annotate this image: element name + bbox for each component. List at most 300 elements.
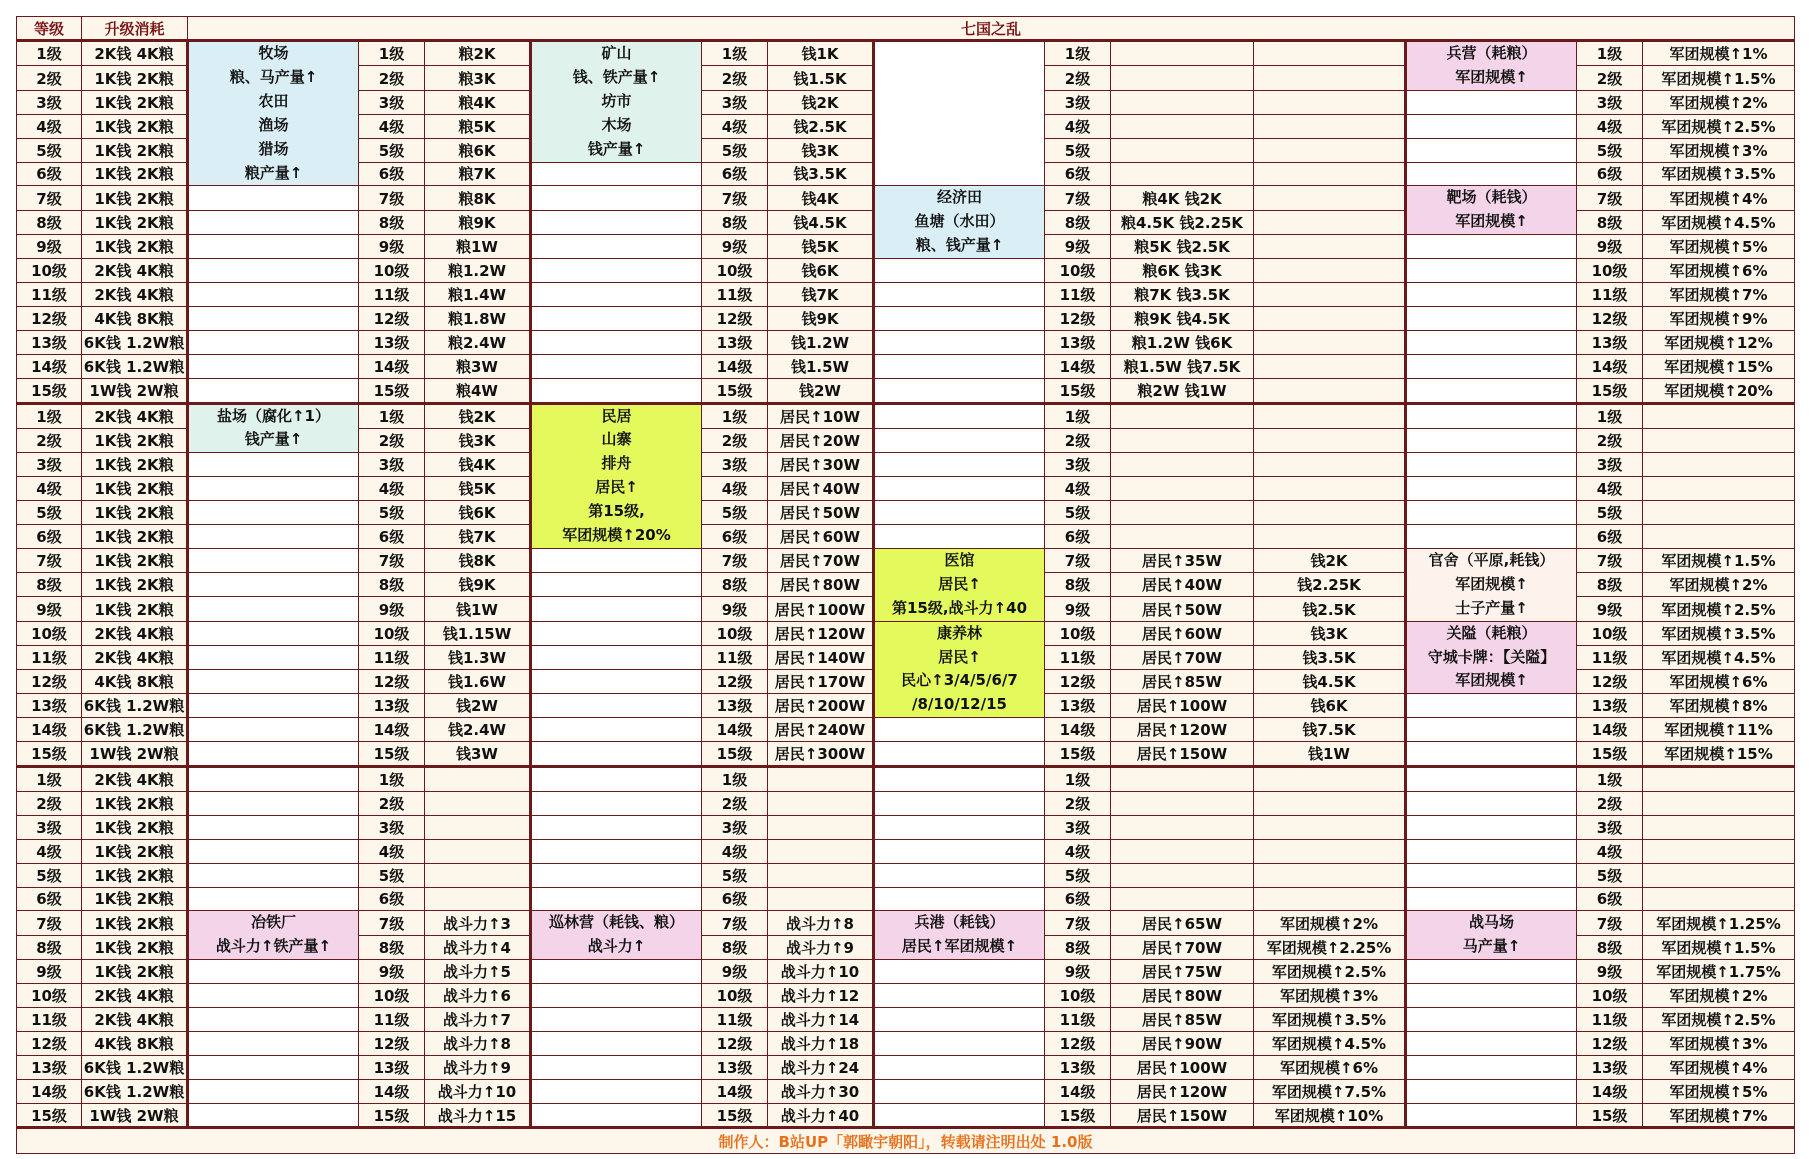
level-cell: 3级	[17, 90, 82, 114]
panel-level-cell: 11级	[359, 1008, 425, 1032]
panel-level-cell: 14级	[1577, 1079, 1643, 1103]
building-label-line: 农田	[258, 91, 289, 110]
empty-label-cell	[874, 815, 1045, 839]
level-cell: 6级	[17, 524, 82, 548]
level-cell: 1级	[17, 767, 82, 792]
effect-cell: 军团规模↑1%	[1643, 41, 1795, 66]
level-cell: 4级	[17, 114, 82, 138]
empty-label-cell	[531, 259, 702, 283]
panel-level-cell: 7级	[1045, 911, 1111, 935]
effect-cell: 居民↑140W	[768, 645, 874, 669]
panel-level-cell: 10级	[1577, 621, 1643, 645]
empty-label-cell	[188, 718, 359, 742]
cost-cell: 6K钱 1.2W粮	[82, 354, 188, 378]
level-cell: 15级	[17, 742, 82, 767]
cost-cell: 2K钱 4K粮	[82, 259, 188, 283]
empty-label-cell	[1406, 90, 1577, 114]
effect-cell: 钱3.5K	[1254, 645, 1406, 669]
effect-cell: 战斗力↑6	[425, 984, 531, 1008]
effect-cell: 钱2K	[768, 90, 874, 114]
empty-label-cell	[531, 742, 702, 767]
empty-label-cell	[188, 670, 359, 694]
empty-label-cell	[188, 259, 359, 283]
effect-cell: 战斗力↑40	[768, 1103, 874, 1128]
panel-level-cell: 12级	[1045, 1031, 1111, 1055]
effect-cell: 居民↑20W	[768, 428, 874, 452]
cost-cell: 1K钱 2K粮	[82, 235, 188, 259]
panel-level-cell: 12级	[1045, 306, 1111, 330]
table-row	[17, 887, 1795, 911]
effect-cell: 粮1W	[425, 235, 531, 259]
effect-cell: 粮2.4W	[425, 330, 531, 354]
empty-label-cell	[1406, 791, 1577, 815]
building-label-line: 医馆	[944, 550, 975, 569]
effect-cell: 钱4K	[425, 453, 531, 477]
empty-label-cell	[531, 984, 702, 1008]
building-label	[188, 403, 359, 453]
panel-level-cell: 2级	[359, 428, 425, 452]
panel-level-cell: 2级	[702, 66, 768, 90]
empty-label-cell	[188, 1031, 359, 1055]
effect-cell	[1254, 283, 1406, 307]
panel-level-cell: 7级	[1577, 548, 1643, 572]
panel-level-cell: 10级	[1045, 984, 1111, 1008]
effect-cell: 钱8K	[425, 548, 531, 572]
panel-level-cell: 12级	[702, 306, 768, 330]
panel-level-cell: 7级	[1577, 186, 1643, 210]
effect-cell: 钱1K	[768, 41, 874, 66]
panel-level-cell: 6级	[359, 162, 425, 186]
panel-level-cell: 14级	[1577, 718, 1643, 742]
panel-level-cell: 7级	[1577, 911, 1643, 935]
empty-label-cell	[188, 984, 359, 1008]
empty-label-cell	[531, 767, 702, 792]
empty-label-cell	[874, 887, 1045, 911]
empty-label-cell	[531, 573, 702, 597]
empty-label-cell	[531, 645, 702, 669]
effect-cell: 粮5K 钱2.5K	[1111, 235, 1254, 259]
panel-level-cell: 8级	[1045, 573, 1111, 597]
panel-level-cell: 15级	[702, 378, 768, 403]
panel-level-cell: 1级	[702, 403, 768, 428]
level-cell: 3级	[17, 453, 82, 477]
panel-level-cell: 1级	[359, 41, 425, 66]
effect-cell: 军团规模↑20%	[1643, 378, 1795, 403]
building-label-line: 居民↑	[938, 647, 981, 666]
level-cell: 12级	[17, 670, 82, 694]
level-cell: 8级	[17, 573, 82, 597]
building-label-line: 军团规模↑	[1455, 574, 1528, 593]
empty-label-cell	[874, 354, 1045, 378]
panel-level-cell: 9级	[702, 597, 768, 621]
empty-label-cell	[188, 1008, 359, 1032]
panel-level-cell: 1级	[1045, 41, 1111, 66]
effect-cell: 军团规模↑2.5%	[1254, 960, 1406, 984]
level-cell: 3级	[17, 815, 82, 839]
panel-level-cell: 5级	[359, 138, 425, 162]
panel-level-cell: 6级	[1577, 524, 1643, 548]
cost-cell: 1K钱 2K粮	[82, 66, 188, 90]
effect-cell	[1643, 839, 1795, 863]
panel-level-cell: 15级	[359, 378, 425, 403]
effect-cell	[1254, 767, 1406, 792]
empty-label-cell	[188, 548, 359, 572]
header-row	[17, 17, 1795, 41]
effect-cell: 军团规模↑3.5%	[1643, 162, 1795, 186]
building-label	[874, 186, 1045, 259]
panel-level-cell: 15级	[702, 742, 768, 767]
effect-cell: 居民↑240W	[768, 718, 874, 742]
effect-cell	[1254, 354, 1406, 378]
level-cell: 10级	[17, 621, 82, 645]
panel-level-cell: 12级	[1045, 670, 1111, 694]
effect-cell: 战斗力↑5	[425, 960, 531, 984]
effect-cell	[768, 887, 874, 911]
panel-level-cell: 10级	[359, 259, 425, 283]
level-cell: 10级	[17, 259, 82, 283]
building-label	[874, 41, 1045, 186]
empty-label-cell	[531, 1008, 702, 1032]
effect-cell: 居民↑90W	[1111, 1031, 1254, 1055]
panel-level-cell: 10级	[1577, 259, 1643, 283]
panel-level-cell: 13级	[359, 694, 425, 718]
building-label-line: 第15级,	[588, 502, 645, 521]
building-label-line: 战斗力↑	[587, 937, 646, 956]
panel-level-cell: 2级	[702, 791, 768, 815]
cost-cell: 1W钱 2W粮	[82, 742, 188, 767]
effect-cell: 军团规模↑4%	[1643, 186, 1795, 210]
effect-cell: 居民↑85W	[1111, 1008, 1254, 1032]
cost-cell: 1K钱 2K粮	[82, 863, 188, 887]
panel-level-cell: 7级	[702, 186, 768, 210]
table-row	[17, 41, 1795, 66]
cost-cell: 1K钱 2K粮	[82, 839, 188, 863]
effect-cell: 军团规模↑2%	[1643, 573, 1795, 597]
empty-label-cell	[188, 524, 359, 548]
panel-level-cell: 6级	[1045, 524, 1111, 548]
building-label-line: 坊市	[601, 91, 632, 110]
empty-label-cell	[874, 378, 1045, 403]
panel-level-cell: 7级	[359, 186, 425, 210]
panel-level-cell: 13级	[702, 330, 768, 354]
effect-cell: 钱7.5K	[1254, 718, 1406, 742]
panel-level-cell: 5级	[1045, 863, 1111, 887]
panel-level-cell: 5级	[1045, 138, 1111, 162]
building-label-line: 盐场（腐化↑1）	[216, 406, 330, 425]
table-body	[17, 17, 1795, 1154]
panel-level-cell: 1级	[359, 403, 425, 428]
effect-cell: 钱2.25K	[1254, 573, 1406, 597]
empty-label-cell	[188, 501, 359, 525]
building-label-line: 钱、铁产量↑	[572, 67, 661, 86]
effect-cell: 军团规模↑4.5%	[1643, 645, 1795, 669]
panel-level-cell: 11级	[359, 645, 425, 669]
level-cell: 7级	[17, 186, 82, 210]
effect-cell	[1111, 767, 1254, 792]
effect-cell: 战斗力↑10	[425, 1079, 531, 1103]
effect-cell: 居民↑35W	[1111, 548, 1254, 572]
panel-level-cell: 4级	[1577, 477, 1643, 501]
effect-cell: 居民↑150W	[1111, 1103, 1254, 1128]
empty-label-cell	[188, 694, 359, 718]
panel-level-cell: 14级	[702, 1079, 768, 1103]
empty-label-cell	[874, 839, 1045, 863]
panel-level-cell: 12级	[359, 670, 425, 694]
effect-cell: 粮3K	[425, 66, 531, 90]
cost-cell: 4K钱 8K粮	[82, 1031, 188, 1055]
building-label-line: /8/10/12/15	[912, 695, 1007, 714]
cost-cell: 1K钱 2K粮	[82, 548, 188, 572]
effect-cell	[1643, 863, 1795, 887]
panel-level-cell: 13级	[702, 694, 768, 718]
level-cell: 6级	[17, 162, 82, 186]
effect-cell	[768, 815, 874, 839]
empty-label-cell	[531, 1079, 702, 1103]
effect-cell: 军团规模↑1.5%	[1643, 66, 1795, 90]
panel-level-cell: 8级	[1045, 210, 1111, 234]
panel-level-cell: 2级	[359, 791, 425, 815]
empty-label-cell	[874, 984, 1045, 1008]
empty-label-cell	[1406, 984, 1577, 1008]
effect-cell: 军团规模↑2%	[1643, 90, 1795, 114]
cost-cell: 1W钱 2W粮	[82, 1103, 188, 1128]
panel-level-cell: 5级	[1577, 501, 1643, 525]
empty-label-cell	[531, 1031, 702, 1055]
panel-level-cell: 8级	[359, 210, 425, 234]
panel-level-cell: 9级	[1045, 235, 1111, 259]
cost-cell: 1K钱 2K粮	[82, 453, 188, 477]
empty-label-cell	[1406, 718, 1577, 742]
panel-level-cell: 14级	[702, 718, 768, 742]
cost-cell: 1K钱 2K粮	[82, 815, 188, 839]
empty-label-cell	[1406, 694, 1577, 718]
effect-cell: 粮3W	[425, 354, 531, 378]
level-cell: 11级	[17, 645, 82, 669]
building-label-line: 马产量↑	[1462, 937, 1521, 956]
empty-label-cell	[1406, 428, 1577, 452]
effect-cell: 军团规模↑1.25%	[1643, 911, 1795, 935]
effect-cell: 钱4.5K	[768, 210, 874, 234]
panel-level-cell: 12级	[1577, 306, 1643, 330]
empty-label-cell	[1406, 1055, 1577, 1079]
empty-label-cell	[531, 960, 702, 984]
effect-cell	[1254, 815, 1406, 839]
cost-cell: 6K钱 1.2W粮	[82, 1079, 188, 1103]
effect-cell: 军团规模↑2.5%	[1643, 114, 1795, 138]
panel-level-cell: 13级	[1577, 1055, 1643, 1079]
effect-cell: 钱1.5K	[768, 66, 874, 90]
cost-cell: 6K钱 1.2W粮	[82, 1055, 188, 1079]
building-label	[531, 911, 702, 960]
cost-cell: 1K钱 2K粮	[82, 524, 188, 548]
effect-cell: 钱2.5K	[1254, 597, 1406, 621]
empty-label-cell	[531, 354, 702, 378]
panel-level-cell: 13级	[702, 1055, 768, 1079]
effect-cell: 粮4.5K 钱2.25K	[1111, 210, 1254, 234]
empty-label-cell	[874, 1008, 1045, 1032]
effect-cell: 战斗力↑12	[768, 984, 874, 1008]
panel-level-cell: 9级	[702, 960, 768, 984]
effect-cell: 粮4K 钱2K	[1111, 186, 1254, 210]
empty-label-cell	[1406, 330, 1577, 354]
effect-cell: 居民↑80W	[1111, 984, 1254, 1008]
level-cell: 12级	[17, 1031, 82, 1055]
cost-cell: 1K钱 2K粮	[82, 186, 188, 210]
effect-cell: 钱7K	[768, 283, 874, 307]
panel-level-cell: 8级	[702, 935, 768, 959]
panel-level-cell: 10级	[359, 984, 425, 1008]
building-label-line: 军团规模↑	[1455, 212, 1528, 231]
empty-label-cell	[188, 1079, 359, 1103]
effect-cell	[1254, 114, 1406, 138]
level-cell: 5级	[17, 863, 82, 887]
empty-label-cell	[874, 283, 1045, 307]
level-cell: 4级	[17, 477, 82, 501]
effect-cell: 粮6K 钱3K	[1111, 259, 1254, 283]
effect-cell: 粮1.2W 钱6K	[1111, 330, 1254, 354]
effect-cell: 军团规模↑6%	[1643, 259, 1795, 283]
building-label-line: 民居	[601, 406, 632, 425]
effect-cell: 钱4.5K	[1254, 670, 1406, 694]
table-row	[17, 354, 1795, 378]
building-label-line: 康养林	[936, 623, 982, 642]
effect-cell	[1254, 887, 1406, 911]
effect-cell: 钱6K	[425, 501, 531, 525]
building-label-line: 士子产量↑	[1455, 598, 1528, 617]
effect-cell	[1643, 477, 1795, 501]
empty-label-cell	[531, 887, 702, 911]
empty-label-cell	[874, 863, 1045, 887]
empty-label-cell	[874, 330, 1045, 354]
effect-cell: 居民↑170W	[768, 670, 874, 694]
effect-cell: 粮6K	[425, 138, 531, 162]
panel-level-cell: 3级	[359, 453, 425, 477]
effect-cell: 居民↑30W	[768, 453, 874, 477]
panel-level-cell: 8级	[1577, 935, 1643, 959]
effect-cell	[1111, 791, 1254, 815]
empty-label-cell	[188, 742, 359, 767]
effect-cell	[768, 767, 874, 792]
effect-cell: 军团规模↑3%	[1254, 984, 1406, 1008]
panel-level-cell: 9级	[359, 235, 425, 259]
level-cell: 4级	[17, 839, 82, 863]
panel-level-cell: 11级	[702, 645, 768, 669]
panel-level-cell: 4级	[1577, 839, 1643, 863]
effect-cell: 军团规模↑12%	[1643, 330, 1795, 354]
effect-cell	[425, 863, 531, 887]
effect-cell: 军团规模↑1.75%	[1643, 960, 1795, 984]
table-row	[17, 548, 1795, 572]
panel-level-cell: 12级	[359, 1031, 425, 1055]
empty-label-cell	[188, 573, 359, 597]
effect-cell: 粮7K 钱3.5K	[1111, 283, 1254, 307]
empty-label-cell	[874, 306, 1045, 330]
building-label-line: 战马场	[1468, 913, 1514, 932]
effect-cell	[1643, 815, 1795, 839]
panel-level-cell: 9级	[1577, 960, 1643, 984]
panel-level-cell: 14级	[359, 718, 425, 742]
effect-cell	[768, 839, 874, 863]
effect-cell	[1111, 162, 1254, 186]
effect-cell	[1254, 839, 1406, 863]
empty-label-cell	[188, 839, 359, 863]
empty-label-cell	[874, 767, 1045, 792]
table-row	[17, 330, 1795, 354]
panel-level-cell: 4级	[1045, 477, 1111, 501]
table-row	[17, 911, 1795, 935]
table-row	[17, 984, 1795, 1008]
level-cell: 14级	[17, 354, 82, 378]
panel-level-cell: 5级	[359, 501, 425, 525]
effect-cell: 战斗力↑7	[425, 1008, 531, 1032]
panel-level-cell: 9级	[1577, 597, 1643, 621]
effect-cell: 粮9K	[425, 210, 531, 234]
building-label-line: 居民↑	[938, 574, 981, 593]
empty-label-cell	[1406, 960, 1577, 984]
panel-level-cell: 14级	[1045, 718, 1111, 742]
effect-cell: 军团规模↑4.5%	[1254, 1031, 1406, 1055]
panel-level-cell: 3级	[1577, 453, 1643, 477]
panel-level-cell: 6级	[702, 162, 768, 186]
panel-level-cell: 1级	[1577, 403, 1643, 428]
empty-label-cell	[531, 718, 702, 742]
effect-cell: 军团规模↑6%	[1254, 1055, 1406, 1079]
header-level: 等级	[17, 17, 82, 41]
empty-label-cell	[188, 645, 359, 669]
table-row	[17, 815, 1795, 839]
building-label-line: 渔场	[258, 115, 289, 134]
panel-level-cell: 6级	[702, 887, 768, 911]
effect-cell: 钱3K	[768, 138, 874, 162]
empty-label-cell	[531, 186, 702, 210]
effect-cell	[1254, 186, 1406, 210]
effect-cell	[1254, 41, 1406, 66]
empty-label-cell	[1406, 1103, 1577, 1128]
effect-cell	[1254, 477, 1406, 501]
panel-level-cell: 4级	[1045, 839, 1111, 863]
effect-cell: 军团规模↑3%	[1643, 138, 1795, 162]
empty-label-cell	[188, 330, 359, 354]
panel-level-cell: 6级	[1577, 887, 1643, 911]
table-row	[17, 621, 1795, 645]
panel-level-cell: 6级	[1045, 162, 1111, 186]
effect-cell: 居民↑85W	[1111, 670, 1254, 694]
building-label-line: 第15级,战斗力↑40	[891, 598, 1027, 617]
cost-cell: 6K钱 1.2W粮	[82, 694, 188, 718]
panel-level-cell: 3级	[359, 90, 425, 114]
effect-cell	[1111, 477, 1254, 501]
effect-cell: 军团规模↑2%	[1643, 984, 1795, 1008]
cost-cell: 1K钱 2K粮	[82, 597, 188, 621]
panel-level-cell: 11级	[1577, 283, 1643, 307]
cost-cell: 1K钱 2K粮	[82, 573, 188, 597]
empty-label-cell	[874, 477, 1045, 501]
effect-cell: 居民↑100W	[768, 597, 874, 621]
panel-level-cell: 9级	[359, 597, 425, 621]
effect-cell	[1643, 453, 1795, 477]
effect-cell	[1111, 41, 1254, 66]
building-label-line: 军团规模↑20%	[562, 526, 671, 545]
building-label-line: 山寨	[601, 430, 632, 449]
panel-level-cell: 15级	[1577, 742, 1643, 767]
effect-cell: 居民↑200W	[768, 694, 874, 718]
effect-cell: 战斗力↑9	[768, 935, 874, 959]
effect-cell: 战斗力↑4	[425, 935, 531, 959]
panel-level-cell: 14级	[359, 354, 425, 378]
empty-label-cell	[1406, 378, 1577, 403]
building-label	[531, 162, 702, 186]
effect-cell: 居民↑100W	[1111, 1055, 1254, 1079]
